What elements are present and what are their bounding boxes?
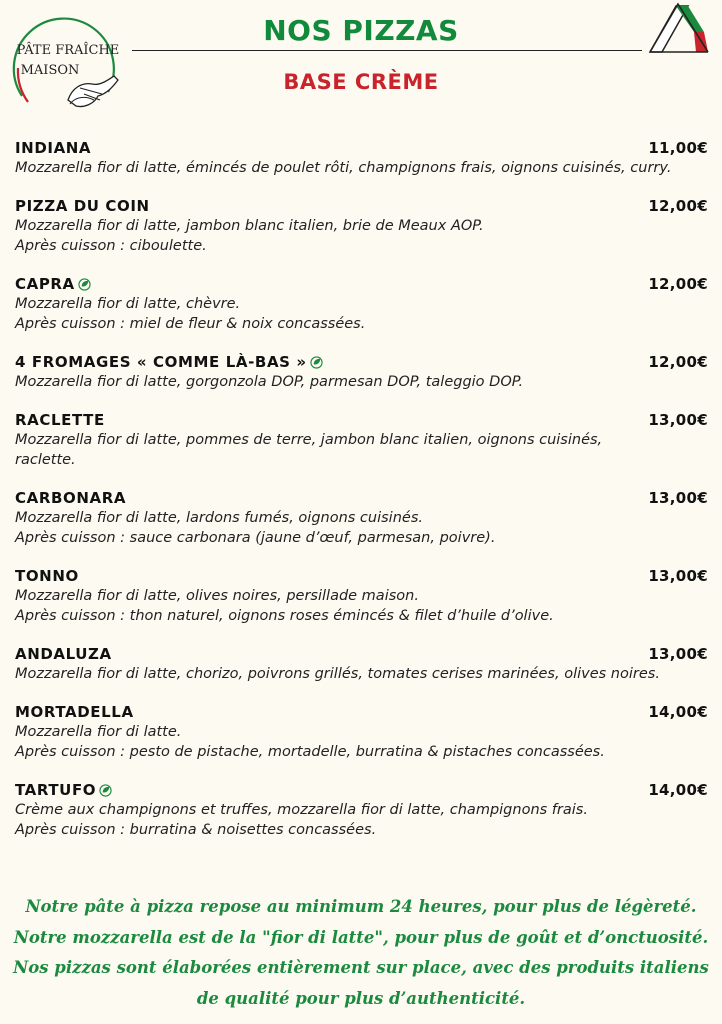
item-description: Crème aux champignons et truffes, mozzarella fior di latte, champignons frais.: [15, 802, 588, 818]
item-after-cooking: Après cuisson : sauce carbonara (jaune d’œuf, parmesan, poivre).: [15, 530, 496, 546]
item-after-cooking: Après cuisson : pesto de pistache, mortadelle, burratina & pistaches concassées.: [15, 744, 605, 760]
item-name: CAPRA: [15, 275, 75, 293]
footer-notes: [0, 892, 722, 1014]
item-name: 4 FROMAGES « COMME LÀ-BAS »: [15, 353, 307, 371]
menu-item-tartufo: [15, 780, 708, 840]
menu-item-mortadella: [15, 702, 708, 762]
footer-line-4: de qualité pour plus d’authenticité.: [196, 988, 526, 1008]
item-price: 13,00€: [648, 645, 708, 663]
italian-flag-icon: [648, 2, 710, 54]
vegetarian-leaf-icon: [78, 278, 91, 291]
item-description: Mozzarella fior di latte, olives noires, persillade maison.: [15, 588, 419, 604]
item-name: MORTADELLA: [15, 703, 134, 721]
item-name: RACLETTE: [15, 411, 105, 429]
item-description: Mozzarella fior di latte, lardons fumés, oignons cuisinés.: [15, 510, 423, 526]
menu-item-4-fromages: [15, 352, 708, 392]
item-name: INDIANA: [15, 139, 92, 157]
item-description: Mozzarella fior di latte, gorgonzola DOP, parmesan DOP, taleggio DOP.: [15, 374, 524, 390]
page-title: NOS PIZZAS: [263, 14, 459, 47]
item-description: Mozzarella fior di latte, chorizo, poivrons grillés, tomates cerises marinées, olives noires.: [15, 666, 660, 682]
logo-line-2: MAISON: [20, 63, 80, 78]
item-name: PIZZA DU COIN: [15, 197, 150, 215]
item-name: ANDALUZA: [15, 645, 112, 663]
item-description: Mozzarella fior di latte, pommes de terre, jambon blanc italien, oignons cuisinés,: [15, 432, 603, 448]
logo-line-1: PÂTE FRAÎCHE: [16, 43, 120, 58]
item-after-cooking: Après cuisson : burratina & noisettes concassées.: [15, 822, 377, 838]
footer-line-1: Notre pâte à pizza repose au minimum 24 heures, pour plus de légèreté.: [25, 897, 697, 916]
item-price: 13,00€: [648, 411, 708, 429]
item-name: CARBONARA: [15, 489, 127, 507]
item-price: 12,00€: [648, 197, 708, 215]
vegetarian-leaf-icon: [310, 356, 323, 369]
menu-item-indiana: [15, 138, 708, 178]
item-after-cooking: Après cuisson : miel de fleur & noix concassées.: [15, 316, 366, 332]
item-name: TONNO: [15, 567, 79, 585]
item-description: Mozzarella fior di latte, jambon blanc italien, brie de Meaux AOP.: [15, 218, 484, 234]
item-price: 12,00€: [648, 353, 708, 371]
title-divider: [132, 50, 642, 51]
menu-item-tonno: [15, 566, 708, 626]
item-price: 14,00€: [648, 781, 708, 799]
footer-line-2: Notre mozzarella est de la "fior di latte", pour plus de goût et d’onctuosité.: [13, 927, 709, 947]
logo-emblem: [10, 8, 128, 118]
item-description: Mozzarella fior di latte, chèvre.: [15, 296, 241, 312]
item-price: 11,00€: [648, 139, 708, 157]
vegetarian-leaf-icon: [99, 784, 112, 797]
item-price: 14,00€: [648, 703, 708, 721]
menu-item-pizza-du-coin: [15, 196, 708, 256]
page-subtitle: BASE CRÈME: [283, 70, 439, 94]
footer-line-3: Nos pizzas sont élaborées entièrement sur place, avec des produits italiens: [13, 958, 709, 977]
item-after-cooking: Après cuisson : ciboulette.: [15, 238, 207, 254]
pizza-menu: [15, 138, 708, 858]
item-after-cooking: Après cuisson : thon naturel, oignons roses émincés & filet d’huile d’olive.: [15, 608, 554, 624]
item-price: 12,00€: [648, 275, 708, 293]
menu-item-andaluza: [15, 644, 708, 684]
logo: [10, 8, 128, 118]
item-price: 13,00€: [648, 489, 708, 507]
menu-item-raclette: [15, 410, 708, 470]
menu-item-capra: [15, 274, 708, 334]
menu-item-carbonara: [15, 488, 708, 548]
item-price: 13,00€: [648, 567, 708, 585]
item-description: Mozzarella fior di latte, émincés de poulet rôti, champignons frais, oignons cuisinés, curry.: [15, 160, 672, 176]
item-description-cont: raclette.: [15, 452, 76, 468]
item-name: TARTUFO: [15, 781, 97, 799]
item-description: Mozzarella fior di latte.: [15, 724, 182, 740]
